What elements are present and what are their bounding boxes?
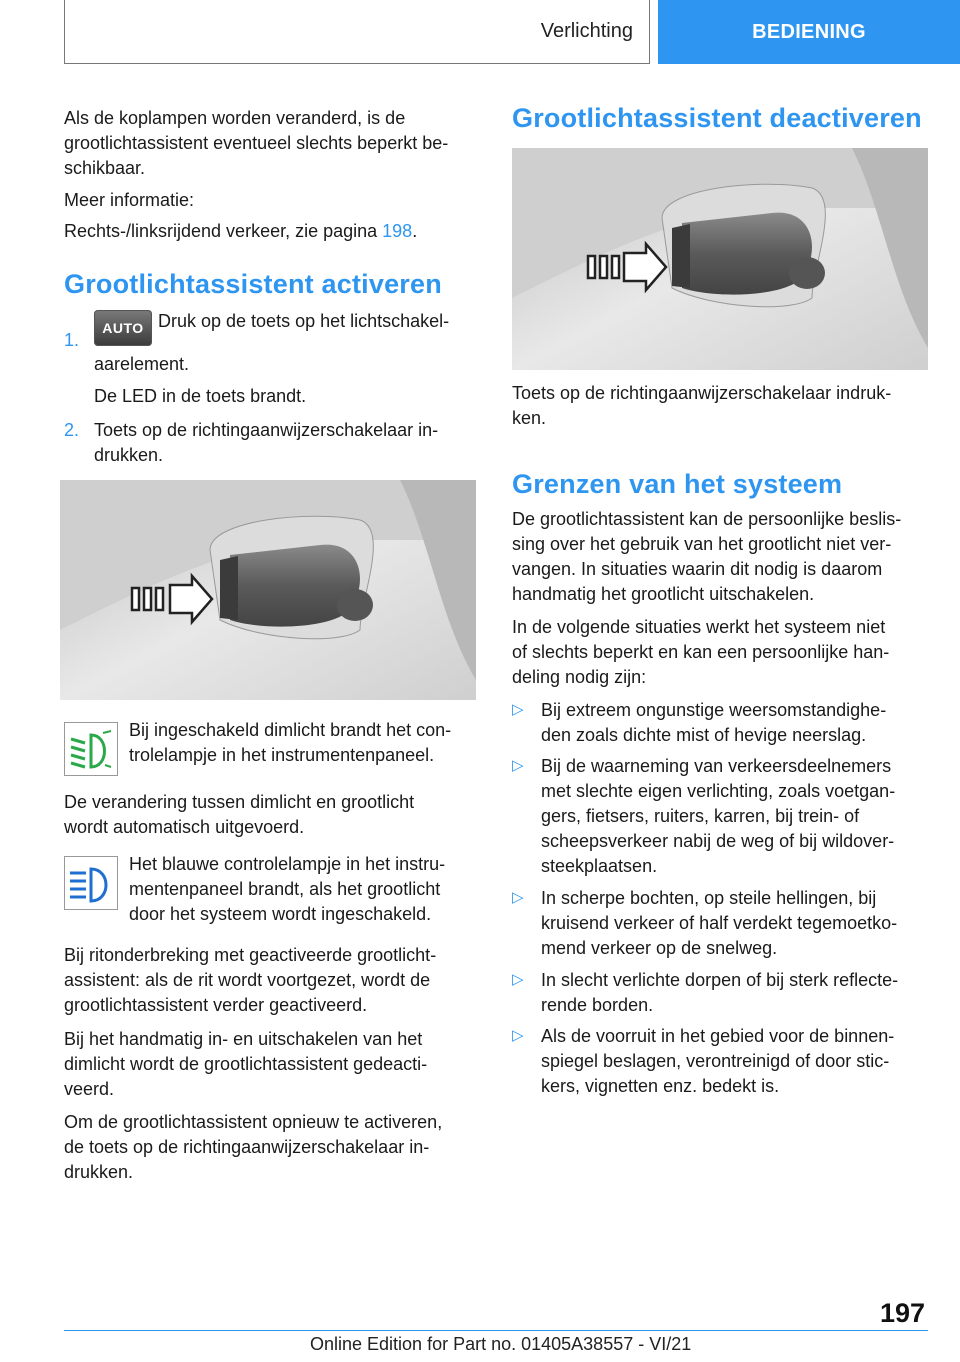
- high-beam-indicator-icon: [64, 856, 118, 910]
- reactivate-line-3: drukken.: [64, 1162, 134, 1182]
- low-beam-indicator-icon: [64, 722, 118, 776]
- header-chapter-tab: [658, 0, 960, 64]
- step-2-number: 2.: [64, 420, 80, 440]
- auto-button-icon: AUTO: [94, 310, 152, 346]
- intro-line-2: grootlichtassistent eventueel slechts beperkt be-: [64, 133, 449, 153]
- turn-signal-switch-photo: [60, 480, 476, 700]
- interrupt-line-2: assistent: als de rit wordt voortgezet, wordt de: [64, 970, 431, 990]
- deactivate-line-2: ken.: [512, 408, 547, 428]
- reactivate-line-2: de toets op de richtingaanwijzerschakelaar in-: [64, 1137, 430, 1157]
- bullet-3-line-1: In scherpe bochten, op steile hellingen, bij: [541, 888, 877, 908]
- bullet-2-line-2: met slechte eigen verlichting, zoals voetgan-: [541, 781, 896, 801]
- page-number: 197: [880, 1298, 926, 1328]
- indicator-2-line-1: Het blauwe controlelampje in het instru-: [129, 854, 446, 874]
- manual-line-2: dimlicht wordt de grootlichtassistent gedeacti-: [64, 1054, 428, 1074]
- step-1-line-3: De LED in de toets brandt.: [94, 386, 307, 406]
- page-reference-link[interactable]: 198: [382, 221, 413, 241]
- page-reference-text: Rechts-/linksrijdend verkeer, zie pagina: [64, 221, 383, 241]
- bullet-2-line-5: steekplaatsen.: [541, 856, 658, 876]
- turn-signal-switch-photo-deactivate: [512, 148, 928, 370]
- limits-intro2-line-1: In de volgende situaties werkt het systeem niet: [512, 617, 886, 637]
- bullet-4-line-2: rende borden.: [541, 995, 654, 1015]
- interrupt-line-3: grootlichtassistent verder geactiveerd.: [64, 995, 368, 1015]
- turn-signal-switch-illustration: [60, 480, 476, 700]
- indicator-2-line-3: door het systeem wordt ingeschakeld.: [129, 904, 432, 924]
- indicator-1-line-1: Bij ingeschakeld dimlicht brandt het con-: [129, 720, 452, 740]
- header-section-title: Verlichting: [540, 20, 633, 42]
- bullet-2-line-4: scheepsverkeer nabij de weg of bij wildover-: [541, 831, 895, 851]
- limit-bullet-3: [512, 886, 928, 961]
- intro-line-3: schikbaar.: [64, 158, 146, 178]
- more-info-label: Meer informatie:: [64, 190, 195, 210]
- bullet-5-line-1: Als de voorruit in het gebied voor de binnen-: [541, 1026, 895, 1046]
- auto-switch-line-2: wordt automatisch uitgevoerd.: [64, 817, 305, 837]
- bullet-1-line-1: Bij extreem ongunstige weersomstandighe-: [541, 700, 887, 720]
- bullet-2-line-3: gers, fietsers, ruiters, karren, bij trein- of: [541, 806, 860, 826]
- bullet-5-line-3: kers, vignetten enz. bedekt is.: [541, 1076, 780, 1096]
- bullet-arrow-icon: ▷: [512, 889, 524, 906]
- step-2-line-2: drukken.: [94, 445, 164, 465]
- limit-bullet-5: [512, 1024, 928, 1099]
- indicator-2-line-2: mentenpaneel brandt, als het grootlicht: [129, 879, 441, 899]
- intro-line-1: Als de koplampen worden veranderd, is de: [64, 108, 406, 128]
- limits-intro-line-4: handmatig het grootlicht uitschakelen.: [512, 584, 815, 604]
- bullet-4-line-1: In slecht verlichte dorpen of bij sterk reflecte-: [541, 970, 899, 990]
- heading-limits: Grenzen van het systeem: [512, 469, 843, 499]
- page-reference: [64, 219, 417, 244]
- deactivate-line-1: Toets op de richtingaanwijzerschakelaar indruk-: [512, 383, 892, 403]
- limits-intro-line-2: sing over het gebruik van het grootlicht niet ver-: [512, 534, 892, 554]
- reactivate-line-1: Om de grootlichtassistent opnieuw te activeren,: [64, 1112, 443, 1132]
- indicator-1-line-2: trolelampje in het instrumentenpaneel.: [129, 745, 435, 765]
- limits-intro2-line-3: deling nodig zijn:: [512, 667, 647, 687]
- manual-line-3: veerd.: [64, 1079, 115, 1099]
- header-section-tab: [64, 0, 650, 64]
- heading-deactivate: Grootlichtassistent deactiveren: [512, 103, 922, 133]
- indicator-highbeam-block: [64, 852, 477, 932]
- bullet-arrow-icon: ▷: [512, 971, 524, 988]
- bullet-1-line-2: den zoals dichte mist of hevige neerslag.: [541, 725, 867, 745]
- limit-bullet-1: [512, 698, 928, 748]
- limits-intro-line-1: De grootlichtassistent kan de persoonlijke beslis-: [512, 509, 902, 529]
- page-reference-end: .: [412, 221, 418, 241]
- bullet-arrow-icon: ▷: [512, 701, 524, 718]
- bullet-arrow-icon: ▷: [512, 757, 524, 774]
- interrupt-line-1: Bij ritonderbreking met geactiveerde grootlicht-: [64, 945, 437, 965]
- bullet-arrow-icon: ▷: [512, 1027, 524, 1044]
- step-1: [64, 309, 477, 406]
- step-1-line-2: aarelement.: [94, 354, 190, 374]
- limit-bullet-4: [512, 968, 928, 1018]
- heading-activate: Grootlichtassistent activeren: [64, 269, 442, 299]
- bullet-2-line-1: Bij de waarneming van verkeersdeelnemers: [541, 756, 892, 776]
- step-2-line-1: Toets op de richtingaanwijzerschakelaar in-: [94, 420, 439, 440]
- bullet-5-line-2: spiegel beslagen, verontreinigd of door stic-: [541, 1051, 890, 1071]
- indicator-dimlight-block: [64, 718, 477, 778]
- footer-divider: [64, 1330, 928, 1331]
- limits-intro-line-3: vangen. In situaties waarin dit nodig is daarom: [512, 559, 883, 579]
- auto-switch-line-1: De verandering tussen dimlicht en grootlicht: [64, 792, 415, 812]
- bullet-3-line-3: mend verkeer op de snelweg.: [541, 938, 778, 958]
- step-1-body: [94, 309, 449, 346]
- turn-signal-switch-illustration-deactivate: [512, 148, 928, 370]
- limits-intro2-line-2: of slechts beperkt en kan een persoonlijke han-: [512, 642, 890, 662]
- step-1-line-1: Druk op de toets op het lichtschakel-: [158, 311, 450, 331]
- limit-bullet-2: [512, 754, 928, 879]
- manual-line-1: Bij het handmatig in- en uitschakelen van het: [64, 1029, 423, 1049]
- header-chapter-title: BEDIENING: [752, 20, 866, 43]
- bullet-3-line-2: kruisend verkeer of half verdekt tegemoetko-: [541, 913, 898, 933]
- footer-edition: Online Edition for Part no. 01405A38557 - VI/21: [310, 1334, 692, 1354]
- step-1-number: 1.: [64, 330, 80, 350]
